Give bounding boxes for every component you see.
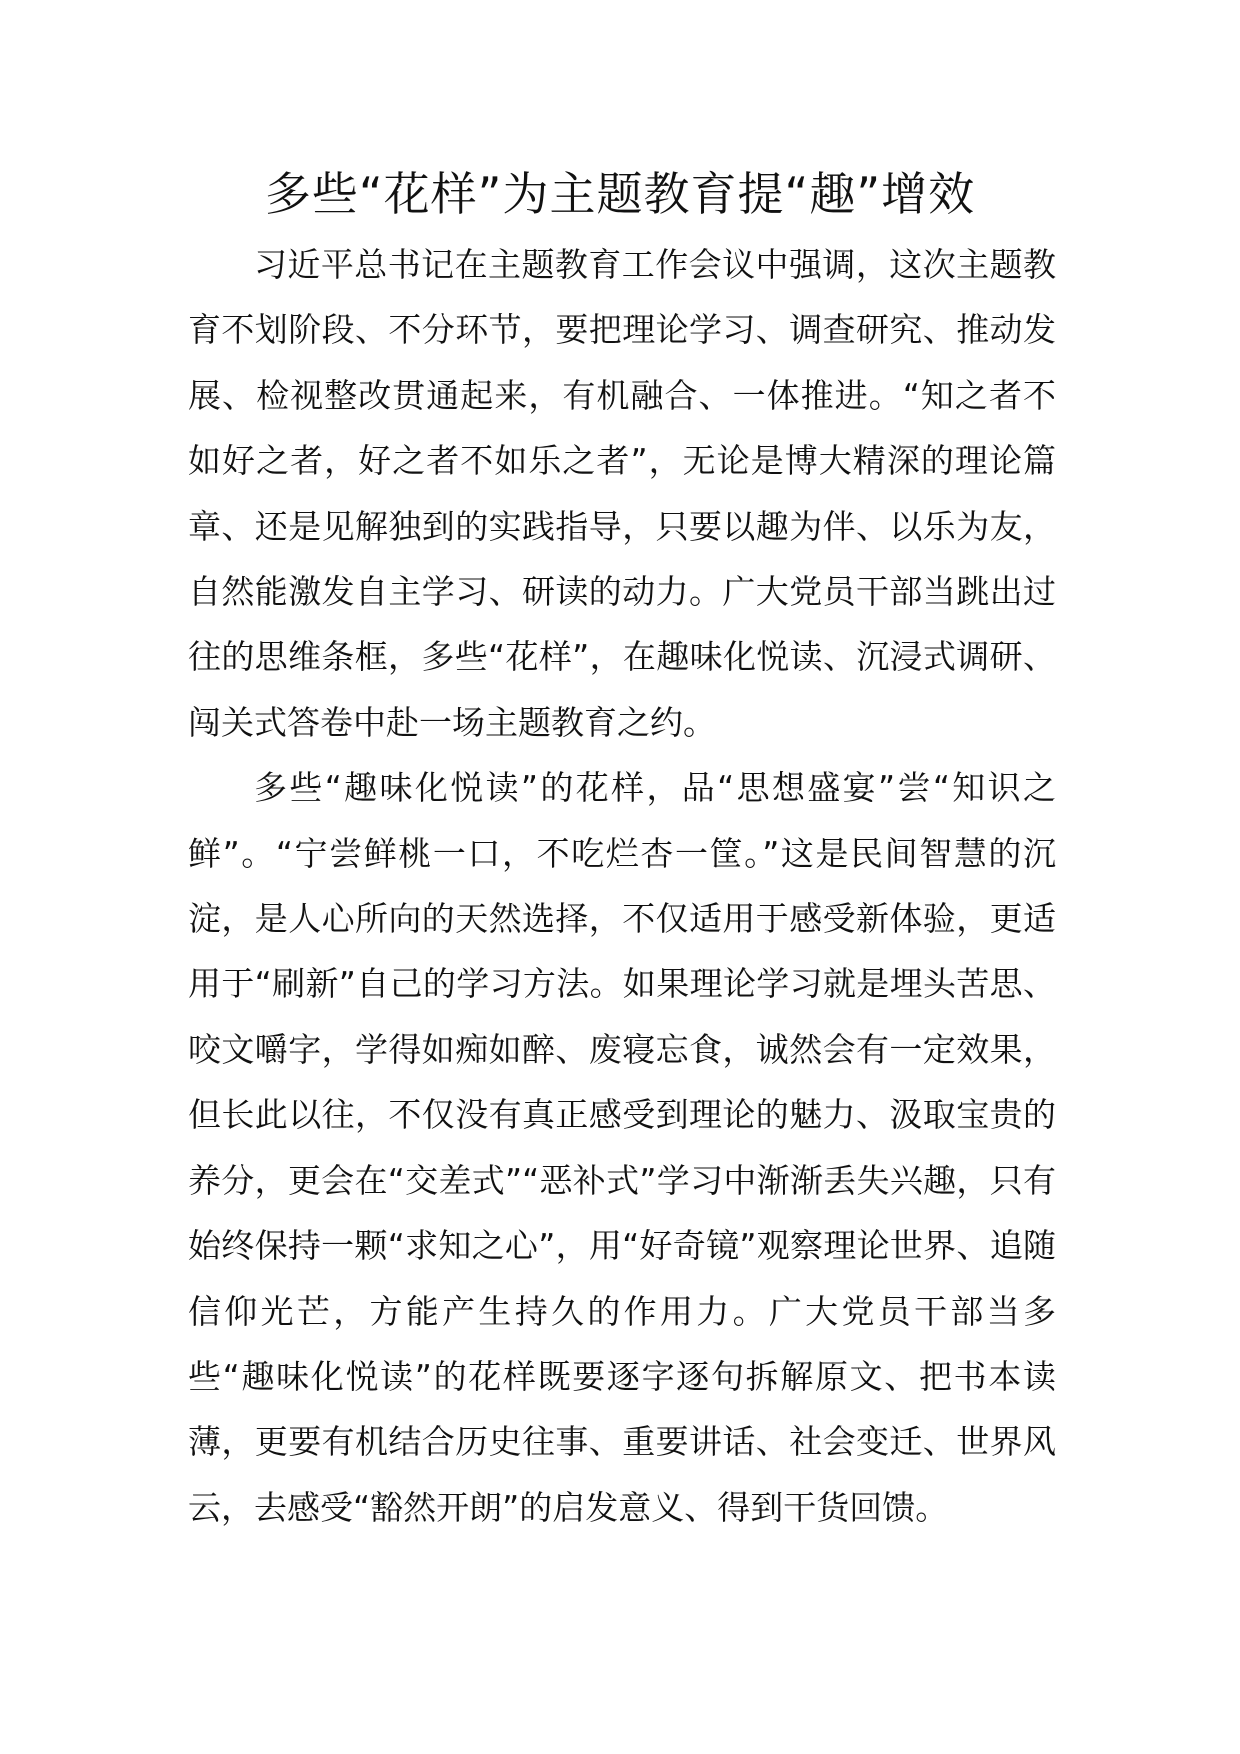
- document-title: 多些“花样”为主题教育提“趣”增效: [264, 167, 976, 221]
- paragraph-2: 多些“趣味化悦读”的花样，品“思想盛宴”尝“知识之鲜”。“宁尝鲜桃一口，不吃烂杏一筐。”这是民间智慧的沉淀，是人心所向的天然选择，不仅适用于感受新体验，更适用于“刷新”自己的学习方法。如果理论学习就是埋头苦思、咬文嚼字，学得如痴如醉、废寝忘食，诚然会有一定效果，但长此以往，不仅没有真正感受到理论的魅力、汲取宝贵的养分，更会在“交差式”“恶补式”学习中渐渐丢失兴趣，只有始终保持一颗“求知之心”，用“好奇镜”观察理论世界、追随信仰光芒，方能产生持久的作用力。广大党员干部当多些“趣味化悦读”的花样既要逐字逐句拆解原文、把书本读薄，更要有机结合历史往事、重要讲话、社会变迁、世界风云，去感受“豁然开朗”的启发意义、得到干货回馈。: [188, 768, 1056, 1527]
- paragraph-1: 习近平总书记在主题教育工作会议中强调，这次主题教育不划阶段、不分环节，要把理论学习、调查研究、推动发展、检视整改贯通起来，有机融合、一体推进。“知之者不如好之者，好之者不如乐之者”，无论是博大精深的理论篇章、还是见解独到的实践指导，只要以趣为伴、以乐为友，自然能激发自主学习、研读的动力。广大党员干部当跳出过往的思维条框，多些“花样”，在趣味化悦读、沉浸式调研、闯关式答卷中赴一场主题教育之约。: [188, 245, 1056, 742]
- document-body: [188, 232, 1056, 1540]
